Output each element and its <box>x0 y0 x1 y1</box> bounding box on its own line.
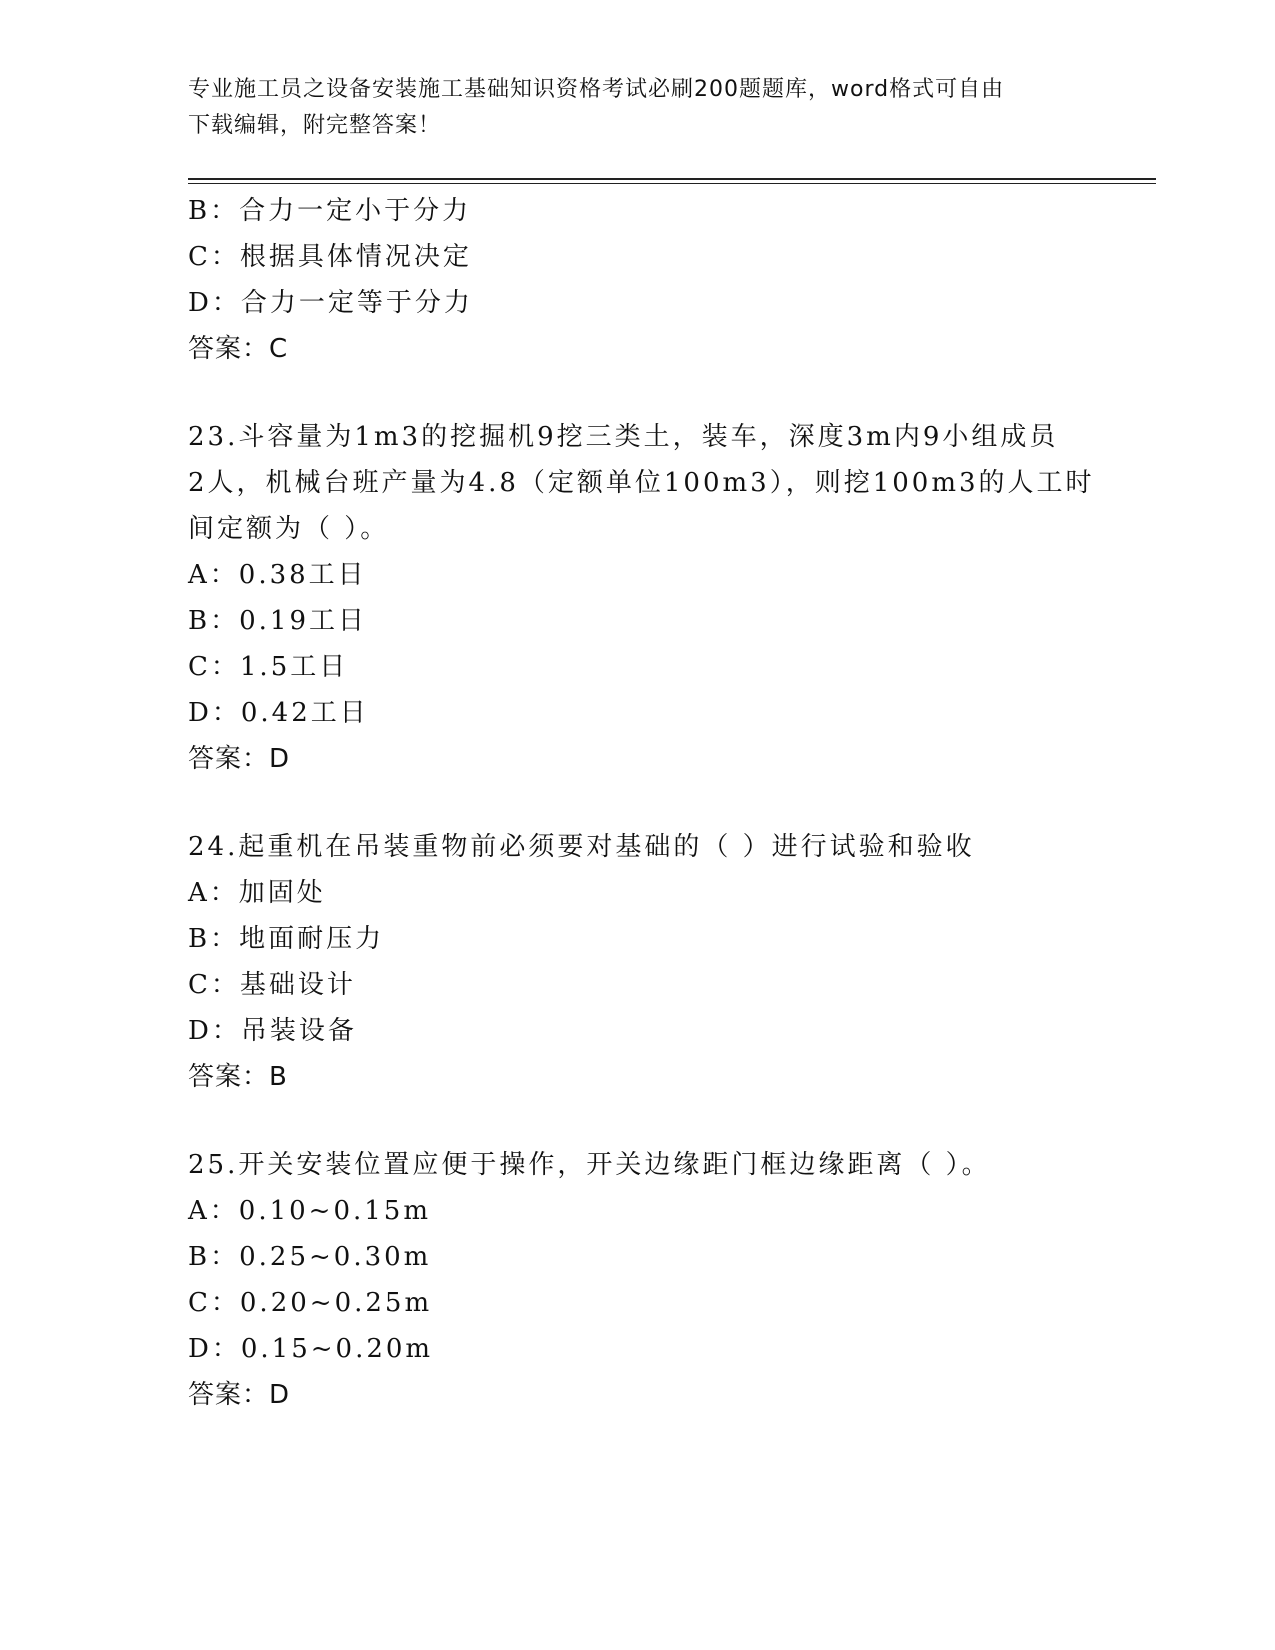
option-b: B：地面耐压力 <box>188 924 385 954</box>
answer-line: 答案：B <box>188 1062 288 1092</box>
question-stem-line: 25.开关安装位置应便于操作，开关边缘距门框边缘距离（ ）。 <box>188 1150 991 1180</box>
option-a: A：0.10~0.15m <box>188 1196 431 1226</box>
answer-line: 答案：D <box>188 744 291 774</box>
option-b: B：合力一定小于分力 <box>188 196 472 226</box>
header-divider-thick <box>188 178 1156 180</box>
header-line-1: 专业施工员之设备安装施工基础知识资格考试必刷200题题库，word格式可自由 <box>188 77 1005 102</box>
option-d: D：合力一定等于分力 <box>188 288 473 318</box>
question-stem-line: 23.斗容量为1m3的挖掘机9挖三类土，装车，深度3m内9小组成员 <box>188 422 1059 452</box>
answer-line: 答案：C <box>188 334 289 364</box>
header-line-2: 下载编辑，附完整答案！ <box>188 113 442 138</box>
question-stem-line: 间定额为（ ）。 <box>188 514 390 544</box>
option-a: A：加固处 <box>188 878 326 908</box>
question-25 <box>188 1142 1118 1418</box>
option-b: B：0.19工日 <box>188 606 367 636</box>
option-a: A：0.38工日 <box>188 560 367 590</box>
option-c: C：基础设计 <box>188 970 356 1000</box>
question-stem-line: 24.起重机在吊装重物前必须要对基础的（ ）进行试验和验收 <box>188 832 975 862</box>
answer-line: 答案：D <box>188 1380 291 1410</box>
header-divider-thin <box>188 183 1156 184</box>
option-d: D：0.15~0.20m <box>188 1334 434 1364</box>
question-22-continued <box>188 188 1118 372</box>
document-body <box>188 188 1118 1418</box>
question-23 <box>188 414 1118 782</box>
option-c: C：0.20~0.25m <box>188 1288 433 1318</box>
page-header <box>188 72 1088 144</box>
option-b: B：0.25~0.30m <box>188 1242 432 1272</box>
option-c: C：1.5工日 <box>188 652 349 682</box>
option-d: D：0.42工日 <box>188 698 369 728</box>
option-d: D：吊装设备 <box>188 1016 357 1046</box>
option-c: C：根据具体情况决定 <box>188 242 472 272</box>
question-24 <box>188 824 1118 1100</box>
question-stem-line: 2人，机械台班产量为4.8（定额单位100m3），则挖100m3的人工时 <box>188 468 1095 498</box>
